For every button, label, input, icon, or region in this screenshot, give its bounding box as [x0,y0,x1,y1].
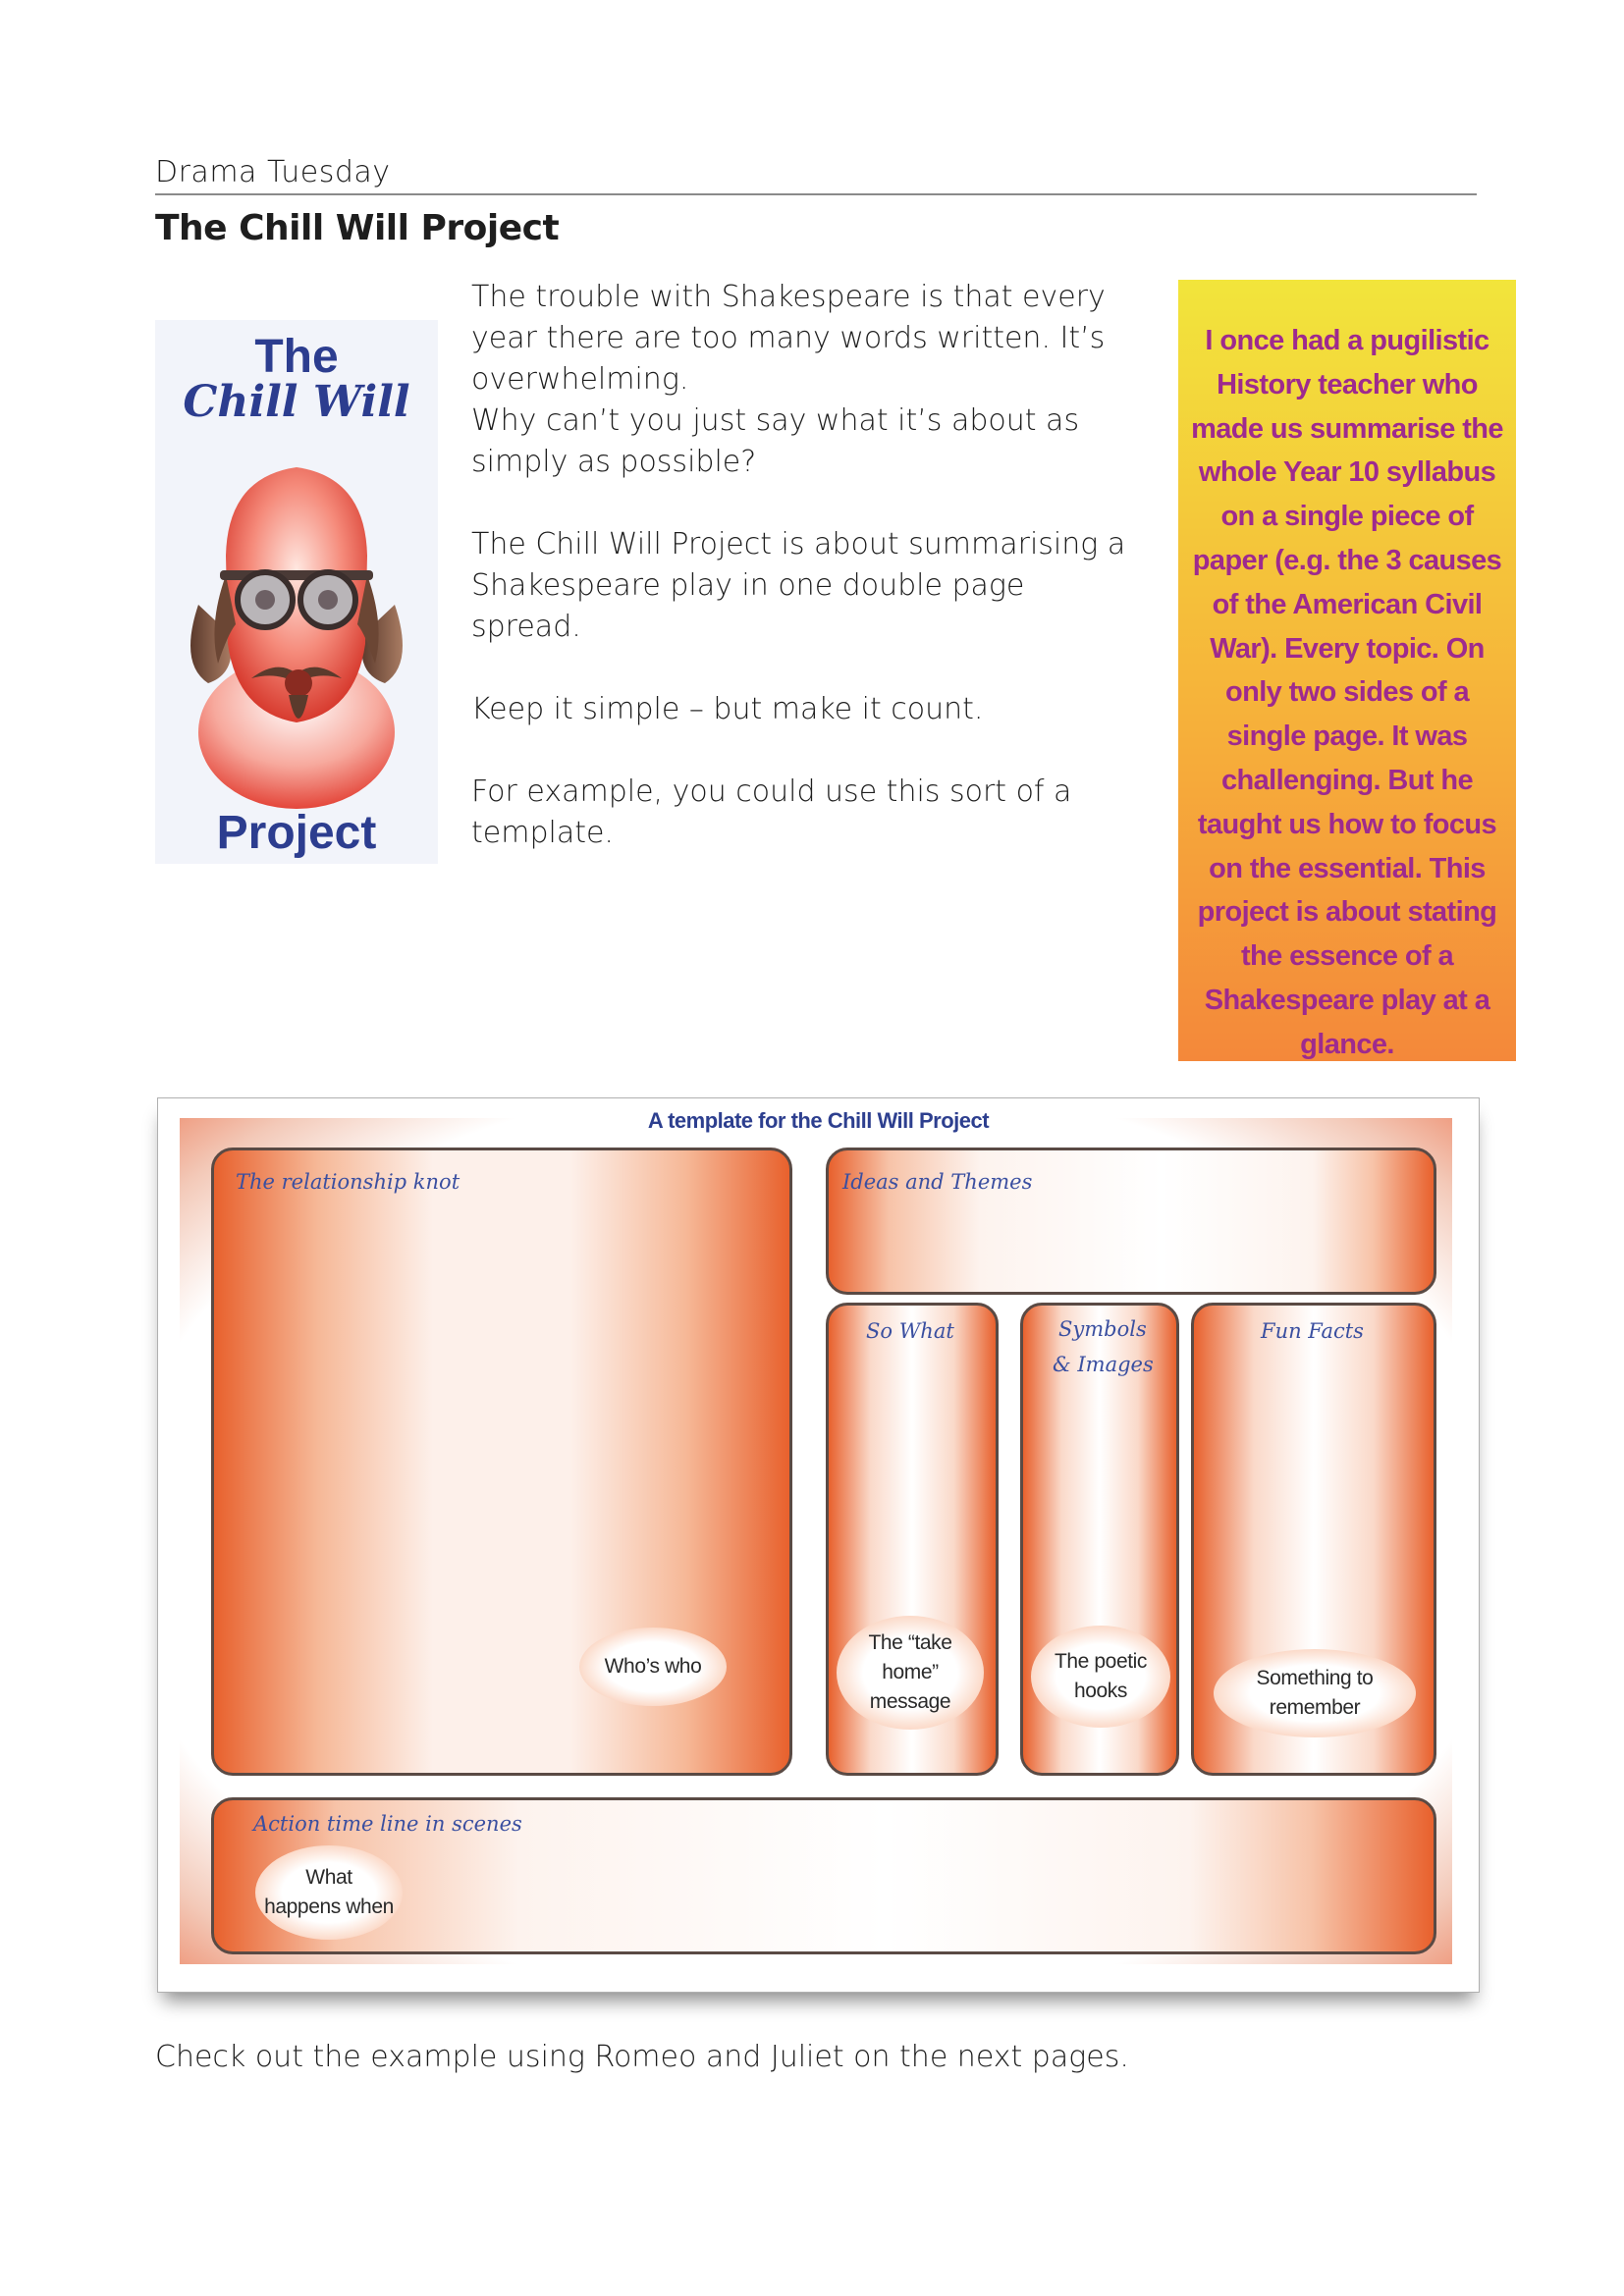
intro-paragraph-2: The Chill Will Project is about summarising a Shakespeare play in one double page spread. [471,527,1126,644]
logo-line-chill-will: Chill Will [183,377,410,427]
action-timeline-box [211,1797,1436,1954]
whos-who-text: Who’s who [604,1655,702,1678]
action-timeline-label: Action time line in scenes [253,1812,522,1836]
what-happens-when-bubble [255,1845,403,1940]
symbols-images-box [1020,1303,1179,1776]
ideas-themes-box [826,1148,1436,1295]
poetic-hooks-text [1055,1647,1147,1706]
chill-will-logo [155,320,438,864]
take-home-line-3: message [869,1690,951,1713]
footer-note: Check out the example using Romeo and Juliet on the next pages. [155,2040,1129,2074]
take-home-line-2: home” [882,1661,939,1683]
what-happens-line-1: What [305,1866,352,1889]
ideas-themes-label: Ideas and Themes [842,1170,1033,1194]
so-what-label: So What [866,1319,954,1343]
relationship-knot-label: The relationship knot [236,1170,460,1194]
intro-text [471,277,1139,895]
shakespeare-face-icon [169,438,424,811]
logo-line-the: The [254,331,339,383]
fun-facts-box [1191,1303,1436,1776]
symbols-label: Symbols [1058,1317,1147,1341]
section-header: Drama Tuesday [155,155,1477,195]
what-happens-when-text [264,1863,394,1922]
take-home-text [868,1629,951,1717]
something-to-remember-text [1257,1664,1374,1723]
remember-line-2: remember [1269,1696,1361,1719]
template-title: A template for the Chill Will Project [647,1108,990,1133]
intro-paragraph-4: For example, you could use this sort of a template. [471,774,1072,850]
something-to-remember-bubble [1214,1649,1416,1737]
images-label: & Images [1053,1353,1154,1376]
teacher-quote-box: I once had a pugilistic History teacher who made us summarise the whole Year 10 syllabus on a single piece of paper (e.g. the 3 causes of the American Civil War). Every topic. On only two sides of a single page. It was challenging. But he taught us how to focus on the essential. This project is about stating the essence of a Shakespeare play at a glance. [1178,280,1516,1061]
take-home-bubble [837,1616,984,1730]
intro-paragraph-1a: The trouble with Shakespeare is that every year there are too many words written. It’s overwhelming. [471,280,1106,397]
remember-line-1: Something to [1256,1667,1374,1689]
poetic-hooks-line-2: hooks [1073,1680,1128,1702]
take-home-line-1: The “take [868,1631,952,1654]
intro-paragraph-3: Keep it simple – but make it count. [471,692,984,726]
poetic-hooks-bubble [1031,1626,1170,1728]
so-what-box [826,1303,999,1776]
intro-paragraph-1b: Why can’t you just say what it’s about as simply as possible? [471,403,1080,479]
fun-facts-label: Fun Facts [1261,1319,1364,1343]
page-title: The Chill Will Project [155,208,560,248]
relationship-knot-box [211,1148,792,1776]
whos-who-bubble [579,1628,727,1706]
template-figure [157,1097,1480,1993]
poetic-hooks-line-1: The poetic [1054,1650,1148,1673]
logo-line-project: Project [216,807,377,859]
what-happens-line-2: happens when [264,1896,394,1918]
